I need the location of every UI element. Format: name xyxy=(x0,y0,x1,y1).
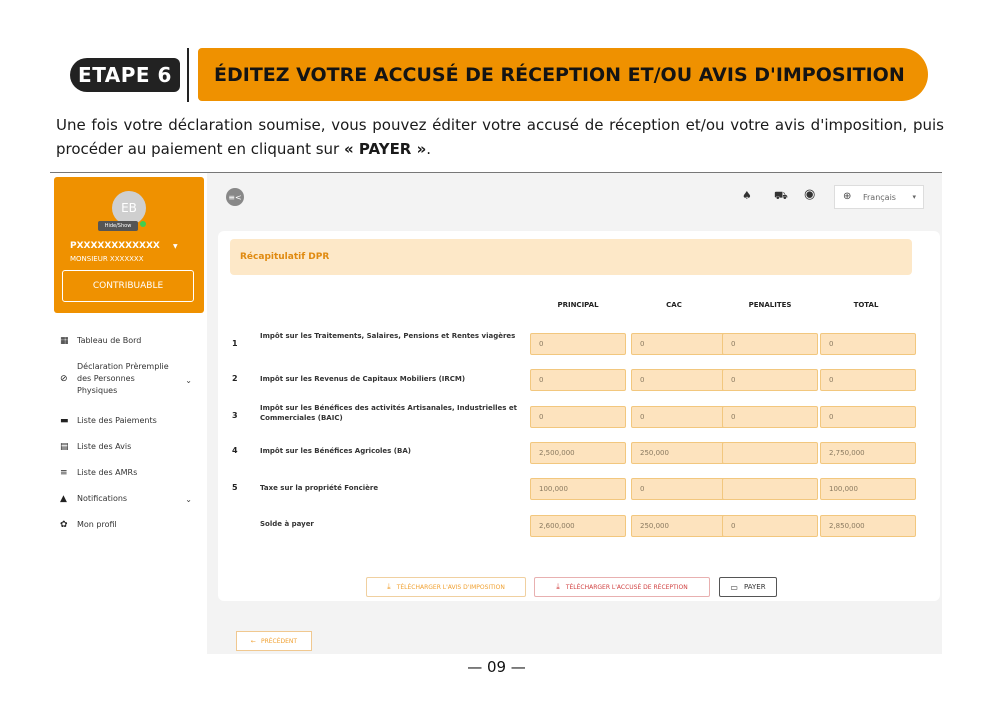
download-notice-label: TÉLÉCHARGER L'AVIS D'IMPOSITION xyxy=(396,583,505,591)
list-icon: ≡ xyxy=(60,468,68,478)
menu-toggle-button[interactable]: ≡< xyxy=(226,188,244,206)
column-header: PENALITES xyxy=(748,301,792,309)
row-label: Solde à payer xyxy=(260,520,314,528)
arrow-left-icon: ← xyxy=(250,637,256,645)
value-cell: 0 xyxy=(820,406,916,428)
value-cell xyxy=(722,442,818,464)
download-receipt-button[interactable] xyxy=(534,577,710,597)
avatar[interactable]: EB xyxy=(112,191,146,225)
value-cell: 0 xyxy=(631,478,727,500)
step-badge: ETAPE 6 xyxy=(70,58,180,92)
pay-button[interactable] xyxy=(719,577,777,597)
value-cell: 0 xyxy=(722,333,818,355)
page-number: — 09 — xyxy=(467,658,526,676)
row-label: Taxe sur la propriété Foncière xyxy=(260,484,379,492)
value-cell: 0 xyxy=(530,406,626,428)
intro-text-before: Une fois votre déclaration soumise, vous pouvez éditer votre accusé de réception et/ou votre avis d'imposition, puis procéder au paiement en cliquant sur xyxy=(56,116,944,158)
topbar xyxy=(218,181,942,215)
chevron-down-icon: ▾ xyxy=(912,193,916,201)
role-button[interactable]: CONTRIBUABLE xyxy=(62,270,194,302)
value-cell: 250,000 xyxy=(631,515,727,537)
chevron-down-icon[interactable]: ⌄ xyxy=(185,495,192,504)
language-label: Français xyxy=(863,192,896,202)
profile-panel xyxy=(54,177,204,313)
document-icon: ▤ xyxy=(60,442,69,452)
step-title: ÉDITEZ VOTRE ACCUSÉ DE RÉCEPTION ET/OU AVIS D'IMPOSITION xyxy=(198,48,928,101)
sidebar-item-label: Liste des Avis xyxy=(77,442,132,451)
sidebar-item-label: Tableau de Bord xyxy=(77,336,142,345)
value-cell: 0 xyxy=(722,369,818,391)
globe-icon: ⊕ xyxy=(843,191,852,202)
sidebar-item-notifications[interactable] xyxy=(60,493,200,505)
sidebar-item-notices[interactable] xyxy=(60,441,200,453)
row-label: Impôt sur les Bénéfices Agricoles (BA) xyxy=(260,447,411,455)
check-circle-icon: ⊘ xyxy=(60,374,68,384)
row-number: 3 xyxy=(232,411,238,420)
value-cell: 0 xyxy=(820,369,916,391)
value-cell: 0 xyxy=(820,333,916,355)
value-cell: 0 xyxy=(631,369,727,391)
sidebar-item-payments[interactable] xyxy=(60,415,200,427)
step-separator xyxy=(187,48,189,102)
bell-icon: ▲ xyxy=(60,494,67,504)
sidebar-item-label: Liste des Paiements xyxy=(77,416,157,425)
card-icon: ▭ xyxy=(730,582,738,592)
user-icon[interactable]: ◉ xyxy=(804,187,816,202)
download-icon: ⤓ xyxy=(387,582,391,591)
dashboard-icon: ▦ xyxy=(60,336,69,346)
chevron-down-icon[interactable]: ▼ xyxy=(173,243,178,250)
sidebar xyxy=(50,173,207,654)
previous-label: PRÉCÉDENT xyxy=(260,637,298,645)
value-cell: 2,750,000 xyxy=(820,442,916,464)
sidebar-item-label: Notifications xyxy=(77,494,128,503)
row-number: 2 xyxy=(232,374,238,383)
card-title: Récapitulatif DPR xyxy=(230,239,912,275)
intro-paragraph xyxy=(56,113,944,161)
app-screenshot xyxy=(50,172,942,654)
value-cell: 2,600,000 xyxy=(530,515,626,537)
cart-icon[interactable]: ⛟ xyxy=(774,189,788,202)
bell-icon[interactable]: ♠ xyxy=(742,189,752,202)
value-cell: 0 xyxy=(722,515,818,537)
summary-card xyxy=(218,231,940,601)
profile-name: MONSIEUR XXXXXXX xyxy=(70,255,144,263)
sidebar-item-amrs[interactable] xyxy=(60,467,200,479)
online-status-dot xyxy=(140,221,146,227)
value-cell: 0 xyxy=(530,333,626,355)
gear-icon: ✿ xyxy=(60,520,68,530)
value-cell: 2,500,000 xyxy=(530,442,626,464)
download-icon: ⤓ xyxy=(556,582,560,591)
column-header: CAC xyxy=(666,301,682,309)
profile-id: PXXXXXXXXXXXX xyxy=(70,241,160,251)
row-number: 4 xyxy=(232,446,238,455)
language-select[interactable] xyxy=(834,185,924,209)
value-cell: 250,000 xyxy=(631,442,727,464)
sidebar-item-declaration[interactable] xyxy=(60,361,200,397)
intro-text-after: . xyxy=(426,140,432,158)
value-cell: 0 xyxy=(631,333,727,355)
value-cell: 0 xyxy=(631,406,727,428)
download-notice-button[interactable] xyxy=(366,577,526,597)
sidebar-item-label: Mon profil xyxy=(77,520,117,529)
row-number: 5 xyxy=(232,483,238,492)
value-cell: 100,000 xyxy=(820,478,916,500)
row-label: Impôt sur les Traitements, Salaires, Pensions et Rentes viagères xyxy=(260,332,516,340)
download-receipt-label: TÉLÉCHARGER L'ACCUSÉ DE RÉCEPTION xyxy=(565,583,688,591)
row-label: Impôt sur les Bénéfices des activités Artisanales, Industrielles et Commerciales (BAIC) xyxy=(260,404,517,422)
sidebar-item-profile[interactable] xyxy=(60,519,200,531)
sidebar-item-label: Déclaration Prèremplie des Personnes Physiques xyxy=(77,362,169,395)
sidebar-item-dashboard[interactable] xyxy=(60,335,200,347)
chevron-down-icon[interactable]: ⌄ xyxy=(185,376,192,385)
value-cell: 0 xyxy=(722,406,818,428)
pay-label: PAYER xyxy=(743,583,766,591)
previous-button[interactable] xyxy=(236,631,312,651)
value-cell: 100,000 xyxy=(530,478,626,500)
value-cell: 2,850,000 xyxy=(820,515,916,537)
intro-bold: « PAYER » xyxy=(344,140,427,158)
row-number: 1 xyxy=(232,339,238,348)
row-label: Impôt sur les Revenus de Capitaux Mobiliers (IRCM) xyxy=(260,375,466,383)
card-icon: ▬ xyxy=(60,416,69,426)
value-cell: 0 xyxy=(530,369,626,391)
sidebar-item-label: Liste des AMRs xyxy=(77,468,138,477)
column-header: TOTAL xyxy=(853,301,879,309)
value-cell xyxy=(722,478,818,500)
avatar-toggle-tag[interactable]: Hide/Show xyxy=(98,221,138,231)
column-header: PRINCIPAL xyxy=(557,301,599,309)
